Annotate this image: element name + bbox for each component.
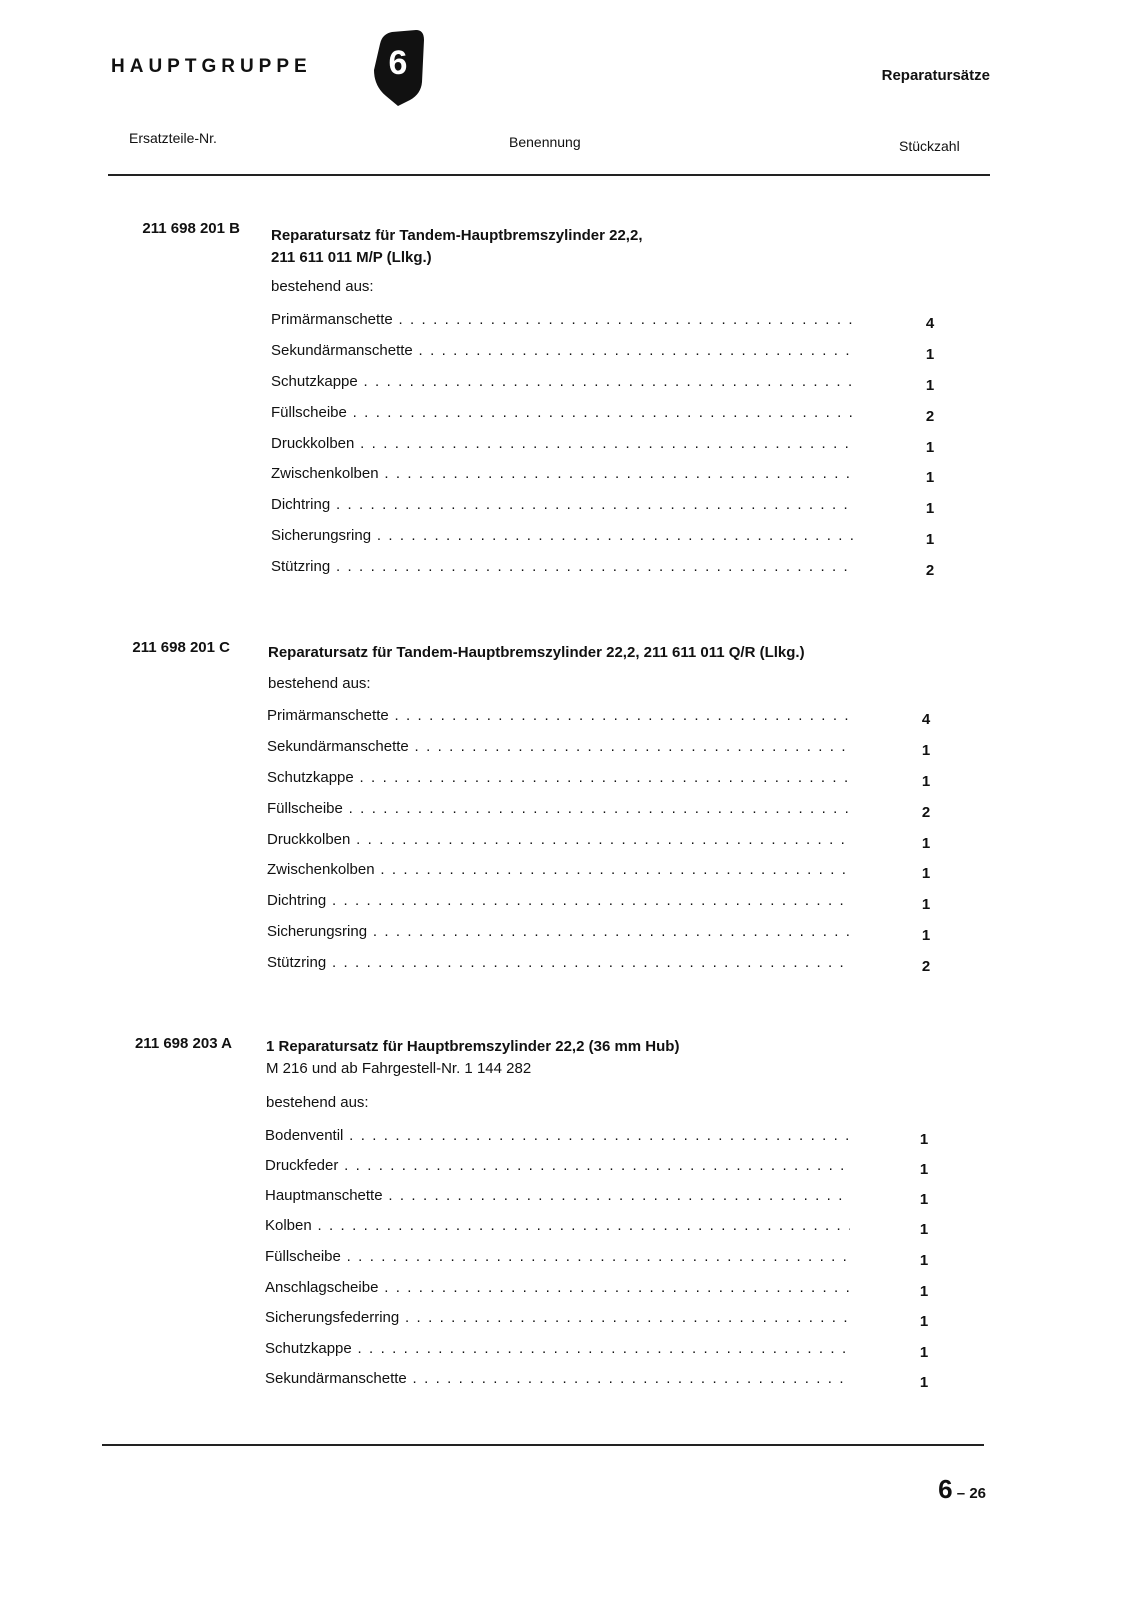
- item-name: Stützring . . .: [267, 954, 852, 971]
- page-number: 6 – 26: [938, 1474, 986, 1504]
- item-name: Kolben . . .: [265, 1217, 850, 1234]
- list-item: [271, 342, 971, 364]
- part-number: 211 698 201 C: [132, 639, 230, 656]
- item-qty: 4: [925, 315, 935, 332]
- item-name: Hauptmanschette . . .: [265, 1187, 850, 1204]
- item-qty: 2: [921, 958, 931, 975]
- item-name: Druckkolben . . .: [267, 831, 852, 848]
- list-item: [267, 892, 967, 914]
- item-qty: 4: [921, 711, 931, 728]
- item-name: Dichtring . . .: [267, 892, 852, 909]
- item-qty: 1: [919, 1191, 929, 1208]
- item-qty: 1: [919, 1283, 929, 1300]
- item-qty: 1: [921, 835, 931, 852]
- kit-description-line: Reparatursatz für Tandem-Hauptbremszylinder 22,2,: [271, 227, 643, 244]
- item-qty: 1: [919, 1252, 929, 1269]
- section-title: Reparatursätze: [881, 67, 990, 84]
- list-item: [267, 707, 967, 729]
- item-name: Anschlagscheibe . . .: [265, 1279, 850, 1296]
- item-name: Sicherungsring . . .: [271, 527, 856, 544]
- list-item: [271, 373, 971, 395]
- item-name: Druckkolben . . .: [271, 435, 856, 452]
- list-item: [267, 769, 967, 791]
- list-item: [265, 1370, 965, 1392]
- item-qty: 1: [925, 439, 935, 456]
- list-item: [265, 1127, 965, 1149]
- item-qty: 2: [925, 562, 935, 579]
- item-qty: 1: [919, 1221, 929, 1238]
- list-item: [265, 1340, 965, 1362]
- item-name: Dichtring . . .: [271, 496, 856, 513]
- list-item: [271, 311, 971, 333]
- group-number-badge: [372, 30, 424, 106]
- column-header-qty: Stückzahl: [899, 138, 960, 154]
- item-qty: 1: [925, 377, 935, 394]
- list-item: [267, 923, 967, 945]
- item-qty: 1: [921, 742, 931, 759]
- header-rule: [108, 174, 990, 176]
- consists-of-label: bestehend aus:: [268, 675, 371, 692]
- consists-of-label: bestehend aus:: [266, 1094, 369, 1111]
- chapter-number: 6: [938, 1474, 953, 1504]
- list-item: [265, 1248, 965, 1270]
- item-qty: 1: [919, 1313, 929, 1330]
- item-qty: 1: [925, 469, 935, 486]
- item-qty: 1: [919, 1161, 929, 1178]
- kit-description-note: M 216 und ab Fahrgestell-Nr. 1 144 282: [266, 1060, 532, 1077]
- item-qty: 2: [925, 408, 935, 425]
- item-qty: 1: [919, 1374, 929, 1391]
- item-qty: 1: [921, 927, 931, 944]
- item-qty: 1: [919, 1131, 929, 1148]
- list-item: [267, 738, 967, 760]
- item-name: Sekundärmanschette . . .: [265, 1370, 850, 1387]
- part-number: 211 698 201 B: [142, 220, 240, 237]
- item-name: Sicherungsfederring . . .: [265, 1309, 850, 1326]
- list-item: [265, 1309, 965, 1331]
- item-qty: 1: [925, 346, 935, 363]
- list-item: [271, 435, 971, 457]
- item-name: Primärmanschette . . .: [271, 311, 856, 328]
- item-qty: 1: [925, 500, 935, 517]
- footer-rule: [102, 1444, 984, 1446]
- list-item: [265, 1279, 965, 1301]
- item-name: Schutzkappe . . .: [265, 1340, 850, 1357]
- item-name: Schutzkappe . . .: [267, 769, 852, 786]
- list-item: [267, 800, 967, 822]
- kit-description-line: 211 611 011 M/P (Llkg.): [271, 249, 432, 266]
- item-name: Bodenventil . . .: [265, 1127, 850, 1144]
- list-item: [265, 1157, 965, 1179]
- item-name: Füllscheibe . . .: [271, 404, 856, 421]
- item-qty: 2: [921, 804, 931, 821]
- item-name: Füllscheibe . . .: [265, 1248, 850, 1265]
- page-index: 26: [969, 1485, 986, 1502]
- item-name: Sekundärmanschette . . .: [267, 738, 852, 755]
- main-group-label: HAUPTGRUPPE: [111, 56, 312, 77]
- item-name: Füllscheibe . . .: [267, 800, 852, 817]
- item-name: Zwischenkolben . . .: [267, 861, 852, 878]
- list-item: [267, 831, 967, 853]
- kit-description: [268, 642, 908, 664]
- item-name: Stützring . . .: [271, 558, 856, 575]
- item-qty: 1: [921, 896, 931, 913]
- item-name: Zwischenkolben . . .: [271, 465, 856, 482]
- kit-description: [271, 225, 871, 269]
- column-header-part-no: Ersatzteile-Nr.: [129, 130, 217, 146]
- item-qty: 1: [925, 531, 935, 548]
- list-item: [271, 465, 971, 487]
- item-qty: 1: [921, 865, 931, 882]
- item-qty: 1: [921, 773, 931, 790]
- consists-of-label: bestehend aus:: [271, 278, 374, 295]
- group-number: 6: [388, 44, 408, 82]
- item-name: Druckfeder . . .: [265, 1157, 850, 1174]
- list-item: [271, 527, 971, 549]
- kit-description: [266, 1036, 906, 1080]
- kit-description-line: 1 Reparatursatz für Hauptbremszylinder 22,2 (36 mm Hub): [266, 1038, 680, 1055]
- item-name: Primärmanschette . . .: [267, 707, 852, 724]
- item-name: Schutzkappe . . .: [271, 373, 856, 390]
- list-item: [265, 1187, 965, 1209]
- item-name: Sekundärmanschette . . .: [271, 342, 856, 359]
- part-number: 211 698 203 A: [134, 1035, 232, 1052]
- kit-description-line: Reparatursatz für Tandem-Hauptbremszylinder 22,2, 211 611 011 Q/R (Llkg.): [268, 644, 805, 661]
- item-qty: 1: [919, 1344, 929, 1361]
- item-name: Sicherungsring . . .: [267, 923, 852, 940]
- list-item: [271, 558, 971, 580]
- list-item: [267, 861, 967, 883]
- list-item: [271, 404, 971, 426]
- list-item: [265, 1217, 965, 1239]
- list-item: [267, 954, 967, 976]
- column-header-name: Benennung: [509, 134, 581, 150]
- list-item: [271, 496, 971, 518]
